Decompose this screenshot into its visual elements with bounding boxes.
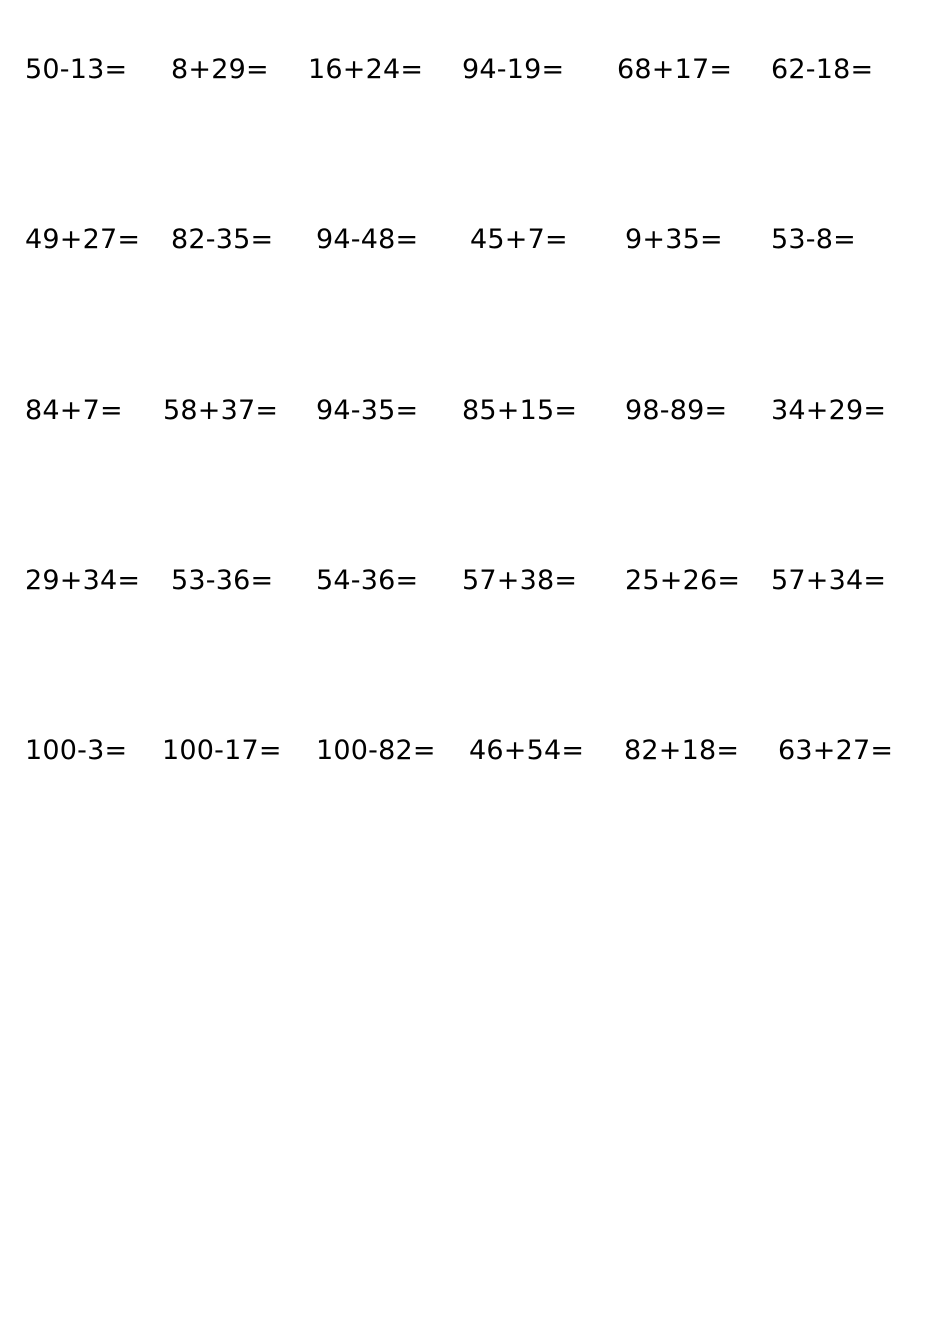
arithmetic-problem: 57+34= [771, 565, 887, 596]
arithmetic-problem: 25+26= [625, 565, 741, 596]
arithmetic-problem: 49+27= [25, 224, 141, 255]
arithmetic-problem: 62-18= [771, 54, 874, 85]
arithmetic-problem: 98-89= [625, 395, 728, 426]
arithmetic-problem: 45+7= [470, 224, 568, 255]
arithmetic-problem: 68+17= [617, 54, 733, 85]
arithmetic-problem: 85+15= [462, 395, 578, 426]
arithmetic-problem: 9+35= [625, 224, 723, 255]
arithmetic-problem: 57+38= [462, 565, 578, 596]
problem-row-5 [0, 731, 950, 771]
arithmetic-problem: 58+37= [163, 395, 279, 426]
arithmetic-problem: 94-35= [316, 395, 419, 426]
arithmetic-problem: 94-19= [462, 54, 565, 85]
problem-row-3 [0, 391, 950, 431]
arithmetic-problem: 53-36= [171, 565, 274, 596]
arithmetic-problem: 53-8= [771, 224, 856, 255]
arithmetic-problem: 8+29= [171, 54, 269, 85]
arithmetic-problem: 34+29= [771, 395, 887, 426]
arithmetic-problem: 46+54= [469, 735, 585, 766]
arithmetic-problem: 100-17= [162, 735, 282, 766]
arithmetic-problem: 100-82= [316, 735, 436, 766]
arithmetic-problem: 100-3= [25, 735, 128, 766]
problem-row-1 [0, 50, 950, 90]
arithmetic-problem: 82-35= [171, 224, 274, 255]
problem-row-2 [0, 220, 950, 260]
problem-row-4 [0, 561, 950, 601]
arithmetic-problem: 94-48= [316, 224, 419, 255]
arithmetic-problem: 84+7= [25, 395, 123, 426]
arithmetic-problem: 29+34= [25, 565, 141, 596]
arithmetic-problem: 54-36= [316, 565, 419, 596]
arithmetic-problem: 82+18= [624, 735, 740, 766]
arithmetic-problem: 50-13= [25, 54, 128, 85]
arithmetic-problem: 16+24= [308, 54, 424, 85]
arithmetic-problem: 63+27= [778, 735, 894, 766]
